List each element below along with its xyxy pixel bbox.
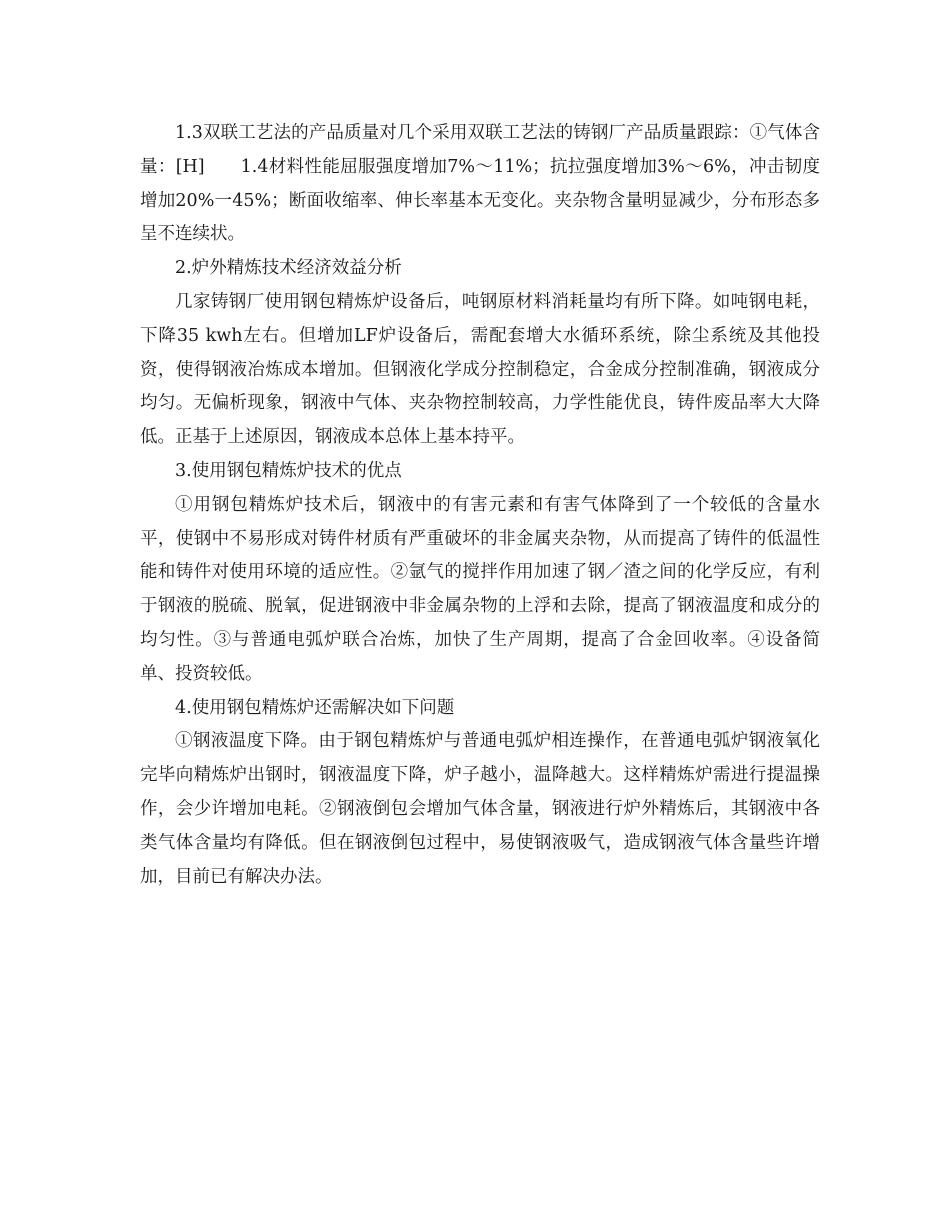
document-page <box>140 117 820 894</box>
paragraph-economic-analysis: 几家铸钢厂使用钢包精炼炉设备后，吨钢原材料消耗量均有所下降。如吨钢电耗，下降35 kwh左右。但增加LF炉设备后，需配套增大水循环系统，除尘系统及其他投资，使得钢液冶炼成本增加。但钢液化学成分控制稳定，合金成分控制准确，钢液成分均匀。无偏析现象，钢液中气体、夹杂物控制较高，力学性能优良，铸件废品率大大降低。正基于上述原因，钢液成本总体上基本持平。 <box>140 291 820 448</box>
section-heading-advantages: 3.使用钢包精炼炉技术的优点 <box>175 460 402 481</box>
section-heading-problems: 4.使用钢包精炼炉还需解决如下问题 <box>175 697 455 718</box>
paragraph-product-quality: 1.3双联工艺法的产品质量对几个采用双联工艺法的铸钢厂产品质量跟踪：①气体含量：[H] 1.4材料性能屈服强度增加7%～11%；抗拉强度增加3%～6%，冲击韧度增加20%一45%；断面收缩率、伸长率基本无变化。夹杂物含量明显减少，分布形态多呈不连续状。 <box>140 123 820 245</box>
paragraph-problems: ①钢液温度下降。由于钢包精炼炉与普通电弧炉相连操作，在普通电弧炉钢液氧化完毕向精炼炉出钢时，钢液温度下降，炉子越小，温降越大。这样精炼炉需进行提温操作，会少许增加电耗。②钢液倒包会增加气体含量，钢液进行炉外精炼后，其钢液中各类气体含量均有降低。但在钢液倒包过程中，易使钢液吸气，造成钢液气体含量些许增加，目前已有解决办法。 <box>140 731 820 887</box>
section-heading-economic-analysis: 2.炉外精炼技术经济效益分析 <box>175 258 402 279</box>
paragraph-advantages: ①用钢包精炼炉技术后，钢液中的有害元素和有害气体降到了一个较低的含量水平，使钢中不易形成对铸件材质有严重破坏的非金属夹杂物，从而提高了铸件的低温性能和铸件对使用环境的适应性。②氩气的搅拌作用加速了钢／渣之间的化学反应，有利于钢液的脱硫、脱氧，促进钢液中非金属杂物的上浮和去除，提高了钢液温度和成分的均匀性。③与普通电弧炉联合冶炼，加快了生产周期，提高了合金回收率。④设备简单、投资较低。 <box>140 494 820 684</box>
